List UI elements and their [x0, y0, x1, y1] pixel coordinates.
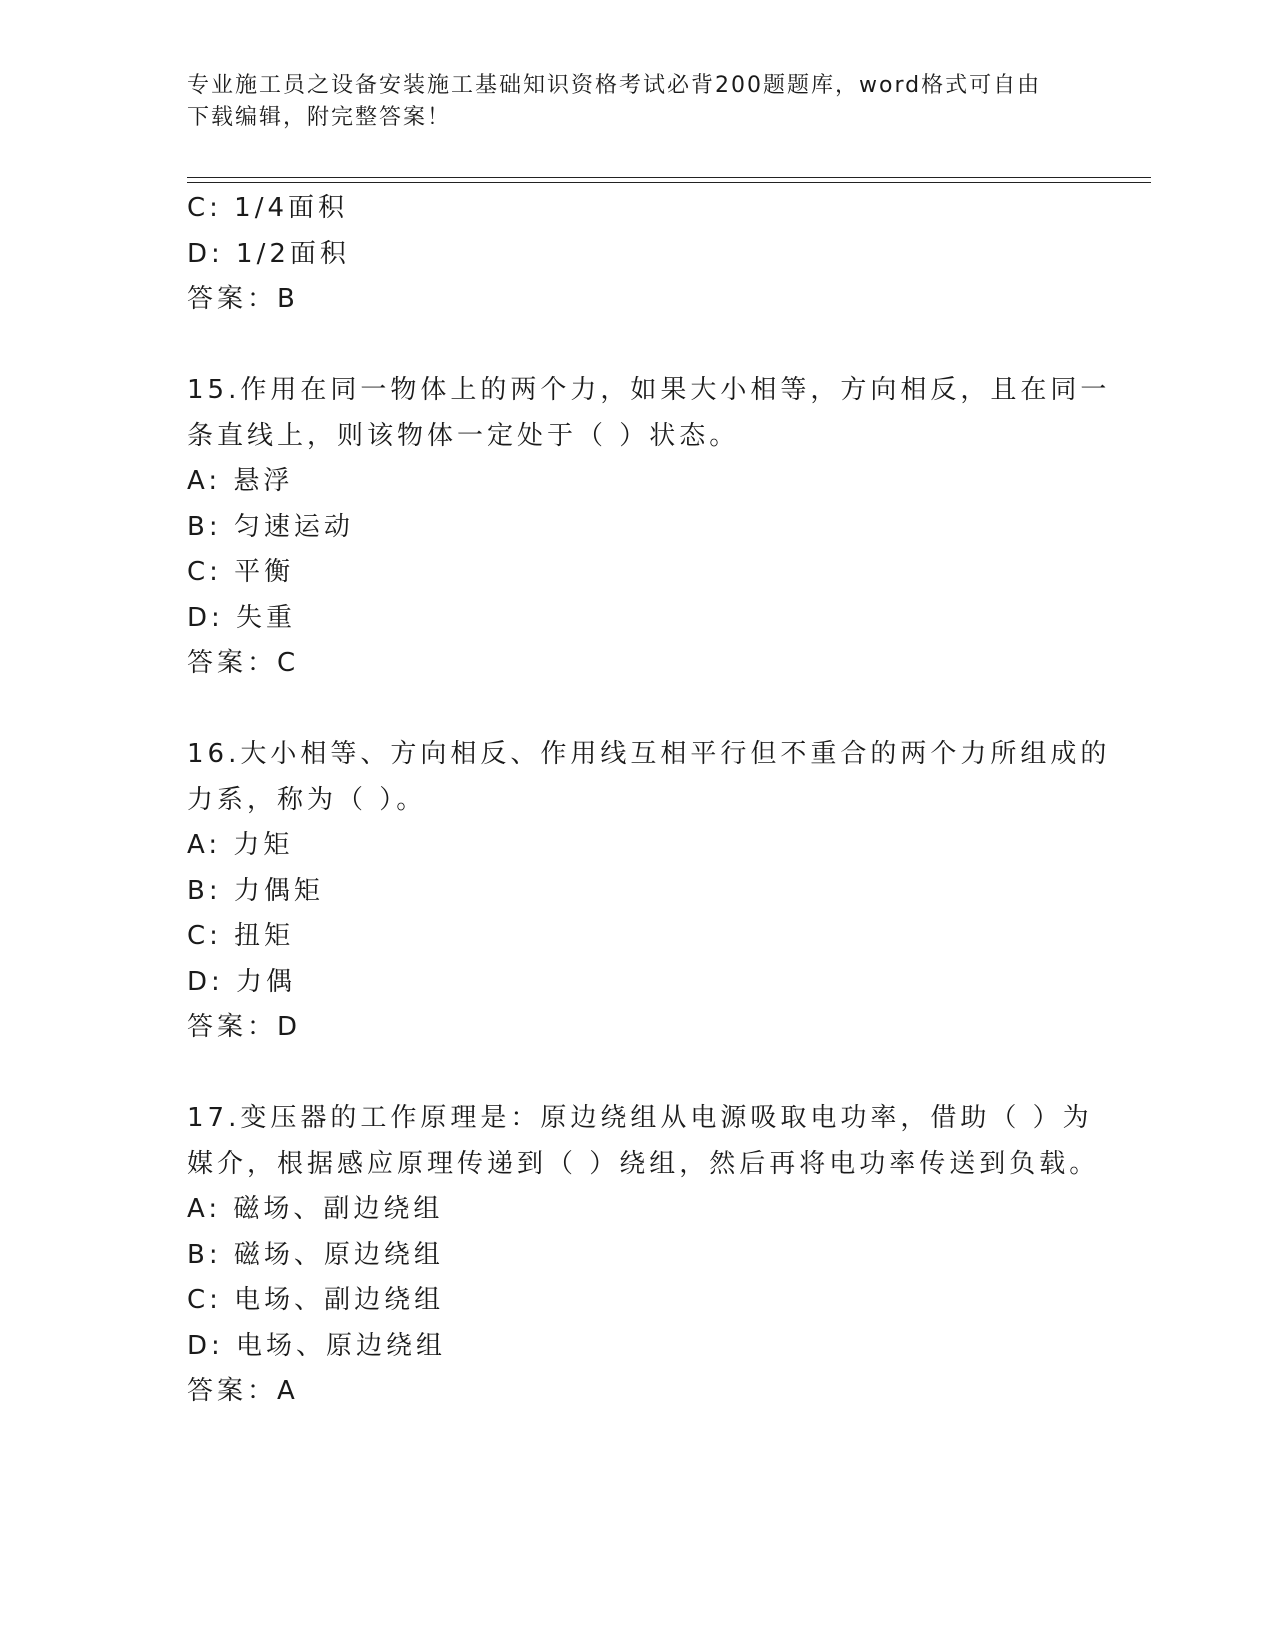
option-line: B: 力偶矩 [187, 875, 324, 906]
option-line: C: 电场、副边绕组 [187, 1285, 445, 1315]
answer-line: 答案：C [187, 648, 300, 678]
option-line: A: 力矩 [187, 830, 294, 860]
option-line: D: 1/2面积 [187, 238, 350, 269]
prev-question [187, 186, 1087, 323]
option-line: A: 悬浮 [187, 466, 294, 496]
page-header [187, 70, 1067, 134]
question-stem-line: 17.变压器的工作原理是：原边绕组从电源吸取电功率，借助（ ）为 [187, 1103, 1093, 1133]
option-line: D: 电场、原边绕组 [187, 1330, 447, 1361]
question-stem-line: 条直线上，则该物体一定处于（ ）状态。 [187, 420, 740, 451]
option-line: B: 磁场、原边绕组 [187, 1239, 444, 1270]
option-line: D: 力偶 [187, 966, 297, 997]
spacer [187, 687, 1087, 733]
answer-line: 答案：B [187, 284, 299, 314]
answer-line: 答案：A [187, 1376, 299, 1406]
question-17 [187, 1096, 1100, 1415]
question-stem-line: 媒介，根据感应原理传递到（ ）绕组，然后再将电功率传送到负载。 [187, 1148, 1100, 1179]
spacer [187, 1051, 1087, 1097]
option-line: B: 匀速运动 [187, 511, 354, 542]
header-rule-top [187, 177, 1151, 178]
answer-line: 答案：D [187, 1012, 302, 1042]
question-15 [187, 368, 1111, 687]
question-stem-line: 力系，称为（ ）。 [187, 784, 427, 815]
header-rule-bottom [187, 182, 1151, 183]
question-stem-line: 15.作用在同一物体上的两个力，如果大小相等，方向相反，且在同一 [187, 375, 1111, 405]
header-line-1: 专业施工员之设备安装施工基础知识资格考试必背200题题库，word格式可自由 [187, 73, 1042, 98]
option-line: C: 平衡 [187, 557, 295, 587]
question-list [187, 186, 1111, 1415]
question-stem-line: 16.大小相等、方向相反、作用线互相平行但不重合的两个力所组成的 [187, 739, 1111, 769]
option-line: A: 磁场、副边绕组 [187, 1194, 444, 1224]
option-line: C: 1/4面积 [187, 193, 349, 223]
question-16 [187, 732, 1111, 1051]
header-line-2: 下载编辑，附完整答案！ [187, 105, 452, 130]
spacer [187, 323, 1087, 369]
option-line: D: 失重 [187, 602, 297, 633]
option-line: C: 扭矩 [187, 921, 295, 951]
